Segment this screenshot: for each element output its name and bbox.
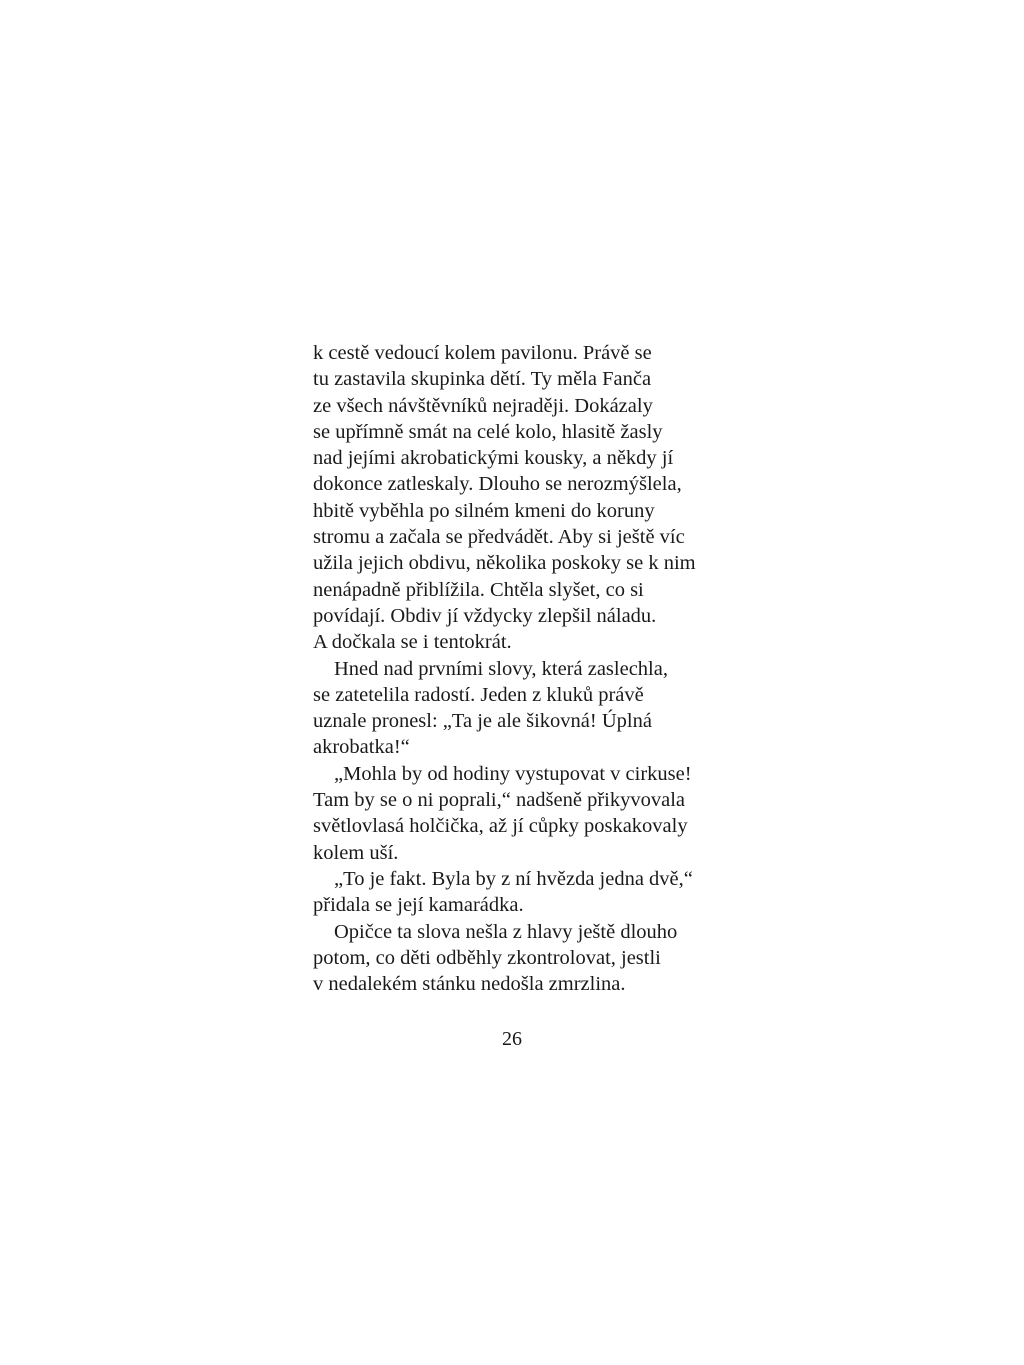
- text-line: Tam by se o ni poprali,“ nadšeně přikyvovala: [313, 789, 686, 812]
- text-line: se zatetelila radostí. Jeden z kluků právě: [313, 683, 644, 706]
- text-line: v nedalekém stánku nedošla zmrzlina.: [313, 973, 626, 996]
- text-line: akrobatka!“: [313, 736, 410, 759]
- text-line: Opičce ta slova nešla z hlavy ještě dlouho: [334, 920, 678, 943]
- text-line: uznale pronesl: „Ta je ale šikovná! Úplná: [313, 710, 652, 733]
- text-line: dokonce zatleskaly. Dlouho se nerozmýšlela,: [313, 473, 682, 496]
- page-number: 26: [502, 1028, 522, 1050]
- text-line: hbitě vyběhla po silném kmeni do koruny: [313, 499, 655, 522]
- text-line: stromu a začala se předvádět. Aby si ještě víc: [313, 526, 685, 549]
- text-line: nad jejími akrobatickými kousky, a někdy jí: [313, 447, 674, 470]
- text-line: se upřímně smát na celé kolo, hlasitě žasly: [313, 420, 663, 443]
- text-line: kolem uší.: [313, 841, 399, 864]
- text-line: „To je fakt. Byla by z ní hvězda jedna dvě,“: [334, 867, 693, 890]
- text-line: k cestě vedoucí kolem pavilonu. Právě se: [313, 342, 652, 364]
- text-line: přidala se její kamarádka.: [313, 894, 524, 917]
- text-line: A dočkala se i tentokrát.: [313, 631, 512, 654]
- text-line: potom, co děti odběhly zkontrolovat, jestli: [313, 946, 661, 969]
- text-line: nenápadně přiblížila. Chtěla slyšet, co si: [313, 578, 644, 601]
- text-line: světlovlasá holčička, až jí cůpky poskakovaly: [313, 815, 688, 838]
- text-line: Hned nad prvními slovy, která zaslechla,: [334, 657, 668, 680]
- text-line: užila jejich obdivu, několika poskoky se k nim: [313, 552, 696, 575]
- body-text: [313, 340, 713, 997]
- text-line: „Mohla by od hodiny vystupovat v cirkuse!: [334, 762, 692, 785]
- text-line: tu zastavila skupinka dětí. Ty měla Fanča: [313, 368, 652, 391]
- text-line: povídají. Obdiv jí vždycky zlepšil náladu.: [313, 604, 657, 627]
- text-line: ze všech návštěvníků nejraději. Dokázaly: [313, 394, 653, 417]
